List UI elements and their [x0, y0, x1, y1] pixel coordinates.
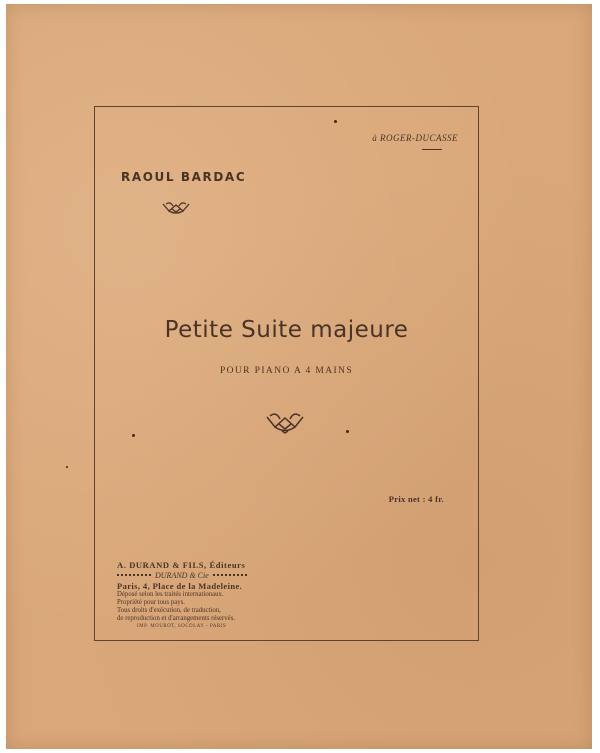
work-title: Petite Suite majeure — [164, 317, 409, 343]
price: Prix net : 4 fr. — [388, 494, 444, 504]
dedication-rule — [422, 149, 442, 150]
publisher-block — [117, 560, 247, 629]
dedication: à ROGER-DUCASSE — [372, 133, 458, 143]
publisher-name: A. DURAND & FILS, Éditeurs — [117, 560, 246, 570]
sheet-music-cover — [6, 4, 592, 749]
notice-line: Tous droits d'exécution, de traduction, — [117, 607, 221, 614]
notice-line: de reproduction et d'arrangements réservés. — [117, 615, 236, 622]
notice-line: Propriété pour tous pays. — [117, 599, 185, 606]
notice-line: Déposé selon les traités internationaux. — [117, 591, 224, 598]
instrumentation: POUR PIANO A 4 MAINS — [219, 366, 354, 376]
copyright-notice — [117, 591, 247, 623]
publisher-successor — [117, 571, 247, 580]
cover-frame — [94, 106, 479, 641]
dotted-rule — [117, 574, 151, 578]
publisher-successor-text: DURAND & Cie — [155, 571, 209, 580]
ornament-small-icon — [161, 200, 191, 216]
composer-name: RAOUL BARDAC — [121, 170, 247, 184]
paper-spot — [66, 466, 68, 468]
ornament-large-icon — [265, 411, 305, 435]
publisher-address: Paris, 4, Place de la Madeleine. — [117, 581, 243, 591]
printer-credit: IMP. MOUROT, SOCOLAY - PARIS — [137, 624, 227, 629]
dotted-rule — [213, 574, 247, 578]
